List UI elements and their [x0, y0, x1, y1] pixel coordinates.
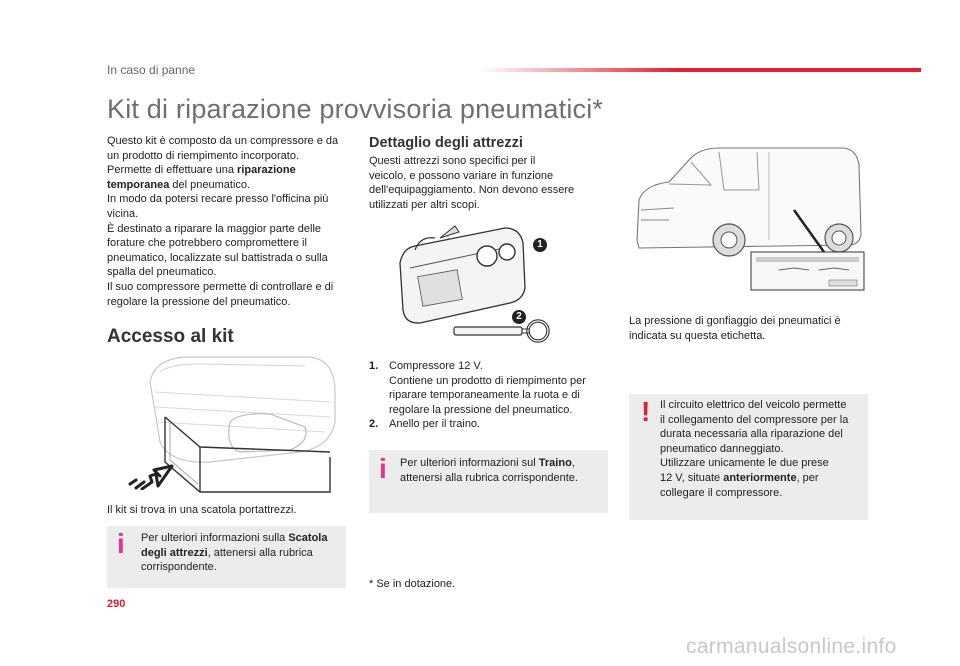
access-caption: Il kit si trova in una scatola portattrezzi. [107, 504, 297, 516]
info-span: , attenersi alla rubrica [207, 546, 313, 559]
intro-line: Il suo compressore permette di controllare e di [107, 280, 334, 293]
tools-list [369, 359, 609, 432]
warning-line: pneumatico danneggiato. [660, 442, 784, 455]
intro-line: un prodotto di riempimento incorporato. [107, 149, 299, 162]
warning-bold: anteriormente [723, 471, 797, 484]
intro-line: regolare la pressione del pneumatico. [107, 295, 291, 308]
tools-line: Questi attrezzi sono specifici per il [369, 155, 536, 167]
intro-line: Questo kit è composto da un compressore e da [107, 135, 339, 147]
list-text: Anello per il traino. [389, 418, 481, 431]
list-item [369, 417, 609, 432]
tow-info-text [400, 456, 605, 485]
info-span: , [571, 457, 575, 469]
tools-description [369, 154, 599, 212]
warning-line: Utilizzare unicamente le due prese [660, 457, 829, 470]
list-text: Compressore 12 V. [389, 360, 483, 372]
warning-line: durata necessaria alla riparazione del [660, 428, 843, 441]
warning-line: 12 V, situate [660, 471, 724, 484]
intro-line: pneumatico, localizzate sul battistrada o sulla [107, 251, 328, 264]
intro-line: spalla del pneumatico. [107, 266, 217, 279]
info-bold: degli attrezzi [141, 546, 208, 559]
warning-line: , per [796, 471, 819, 484]
compressor-illustration [395, 218, 530, 328]
info-bold: Scatola [288, 532, 328, 544]
intro-bold: temporanea [107, 178, 170, 191]
arrow-right-icon [128, 462, 176, 490]
warning-box [629, 394, 868, 520]
info-bold: Traino [538, 457, 572, 469]
info-icon: i [117, 528, 125, 559]
intro-text-span: del pneumatico. [169, 178, 251, 191]
callout-badge-2: 2 [512, 310, 526, 324]
tools-line: utilizzati per altri scopi. [369, 198, 480, 211]
info-span: attenersi alla rubrica corrispondente. [400, 471, 578, 484]
info-icon: i [379, 453, 387, 484]
info-span: Per ulteriori informazioni sul [400, 457, 539, 469]
warning-line: il collegamento del compressore per la [660, 413, 849, 426]
van-label-illustration [629, 140, 869, 295]
intro-line [107, 163, 357, 178]
warning-line: collegare il compressore. [660, 486, 783, 499]
pressure-caption [629, 314, 869, 343]
intro-line: vicina. [107, 207, 139, 220]
tow-info-box [369, 450, 608, 513]
section-label: In caso di panne [107, 63, 196, 77]
intro-line [107, 178, 357, 193]
caption-line: La pressione di gonfiaggio dei pneumatici è [629, 315, 841, 327]
access-info-box [107, 526, 346, 588]
tools-heading: Dettaglio degli attrezzi [369, 135, 523, 151]
tow-ring-illustration [450, 318, 560, 344]
list-item [369, 359, 609, 374]
list-text: regolare la pressione del pneumatico. [389, 403, 573, 416]
tools-line: dell'equipaggiamento. Non devono essere [369, 184, 575, 197]
intro-bold: riparazione [237, 164, 296, 177]
header-accent-line [480, 68, 921, 72]
intro-text [107, 134, 357, 309]
intro-line: In modo da potersi recare presso l'officina più [107, 193, 329, 206]
list-number: 1. [369, 360, 379, 372]
warning-exclamation-icon: ! [641, 396, 651, 427]
list-number: 2. [369, 418, 379, 431]
page-title: Kit di riparazione provvisoria pneumatici* [107, 94, 604, 124]
access-info-text [141, 531, 341, 575]
footnote: * Se in dotazione. [369, 578, 456, 590]
watermark: carmanualsonline.info [686, 635, 897, 658]
info-span: corrispondente. [141, 561, 217, 574]
tools-line: veicolo, e possono variare in funzione [369, 169, 554, 182]
list-text: Contiene un prodotto di riempimento per [389, 374, 586, 387]
list-text: riparare temporaneamente la ruota e di [389, 389, 580, 402]
warning-text [660, 398, 865, 500]
intro-line: forature che potrebbero compromettere il [107, 237, 307, 250]
access-heading: Accesso al kit [107, 326, 234, 347]
page-number: 290 [107, 598, 126, 610]
intro-line: È destinato a riparare la maggior parte delle [107, 222, 322, 235]
intro-text-span: Permette di effettuare una [107, 164, 238, 177]
warning-line: Il circuito elettrico del veicolo permette [660, 399, 847, 411]
callout-badge-1: 1 [533, 238, 547, 252]
info-span: Per ulteriori informazioni sulla [141, 532, 289, 544]
caption-line: indicata su questa etichetta. [629, 329, 766, 342]
